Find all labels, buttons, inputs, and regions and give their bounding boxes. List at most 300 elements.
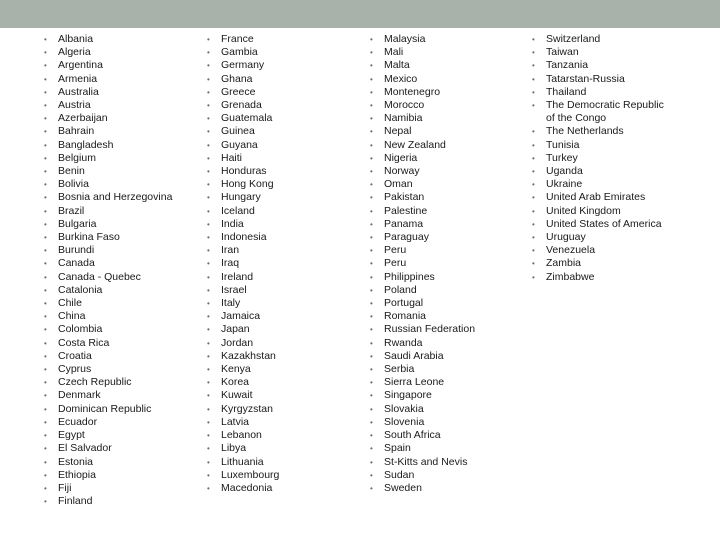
country-name: Sweden (384, 481, 422, 494)
list-item (44, 416, 194, 429)
country-name: Ukraine (546, 178, 583, 191)
country-name: Turkey (546, 151, 578, 164)
bullet-icon: • (532, 180, 535, 190)
country-name: Ethiopia (58, 468, 96, 481)
list-item (207, 218, 357, 231)
bullet-icon: • (370, 457, 373, 467)
country-name: Portugal (384, 297, 424, 310)
list-item (207, 429, 357, 442)
country-name: Zambia (546, 257, 582, 270)
bullet-icon: • (532, 272, 535, 282)
list-item (370, 46, 520, 59)
list-item (370, 99, 520, 112)
bullet-icon: • (370, 193, 373, 203)
list-item (44, 456, 194, 469)
bullet-icon: • (532, 246, 535, 256)
list-item (207, 165, 357, 178)
bullet-icon: • (370, 233, 373, 243)
list-item (44, 244, 194, 257)
bullet-icon: • (44, 312, 47, 322)
bullet-icon: • (370, 285, 373, 295)
list-item (532, 73, 672, 86)
country-name: Spain (384, 442, 411, 455)
country-name: Serbia (384, 363, 415, 376)
bullet-icon: • (44, 127, 47, 137)
country-list-column-2 (207, 33, 357, 495)
list-item (44, 323, 194, 336)
country-name: Slovenia (384, 415, 425, 428)
country-name: Estonia (58, 455, 94, 468)
list-item (370, 33, 520, 46)
bullet-icon: • (207, 259, 210, 269)
bullet-icon: • (370, 470, 373, 480)
bullet-icon: • (44, 140, 47, 150)
list-item (207, 152, 357, 165)
bullet-icon: • (370, 61, 373, 71)
country-name: Mexico (384, 72, 418, 85)
country-name: Kenya (221, 363, 251, 376)
country-name: Poland (384, 283, 417, 296)
list-item (207, 33, 357, 46)
list-item (44, 205, 194, 218)
country-name: France (221, 33, 254, 45)
country-name: Slovakia (384, 402, 424, 415)
bullet-icon: • (44, 457, 47, 467)
bullet-icon: • (532, 193, 535, 203)
country-name: Kuwait (221, 389, 253, 402)
country-name: Nepal (384, 125, 412, 138)
country-name: Panama (384, 217, 424, 230)
country-name: Tunisia (546, 138, 580, 151)
bullet-icon: • (44, 167, 47, 177)
country-name: Costa Rica (58, 336, 110, 349)
list-item (207, 310, 357, 323)
bullet-icon: • (370, 338, 373, 348)
country-name: Guinea (221, 125, 255, 138)
country-list-column-3 (370, 33, 520, 495)
bullet-icon: • (207, 378, 210, 388)
bullet-icon: • (370, 246, 373, 256)
country-name: Argentina (58, 59, 103, 72)
list-item (207, 363, 357, 376)
list-item (44, 99, 194, 112)
country-name: Saudi Arabia (384, 349, 444, 362)
list-item (44, 152, 194, 165)
list-item (44, 271, 194, 284)
bullet-icon: • (207, 299, 210, 309)
list-item (44, 125, 194, 138)
list-item (370, 482, 520, 495)
list-item (370, 403, 520, 416)
country-name: Kyrgyzstan (221, 402, 273, 415)
bullet-icon: • (370, 299, 373, 309)
country-name: Zimbabwe (546, 270, 595, 283)
bullet-icon: • (370, 417, 373, 427)
list-item (370, 389, 520, 402)
bullet-icon: • (370, 365, 373, 375)
bullet-icon: • (207, 417, 210, 427)
country-name: Benin (58, 165, 85, 178)
list-item (207, 376, 357, 389)
list-item (207, 231, 357, 244)
list-item (44, 482, 194, 495)
country-name: Morocco (384, 99, 425, 112)
country-name: Pakistan (384, 191, 425, 204)
bullet-icon: • (532, 167, 535, 177)
country-name: Namibia (384, 112, 423, 125)
list-item (532, 99, 672, 125)
bullet-icon: • (207, 285, 210, 295)
bullet-icon: • (207, 61, 210, 71)
bullet-icon: • (207, 193, 210, 203)
country-name: Ghana (221, 72, 253, 85)
list-item (207, 178, 357, 191)
bullet-icon: • (44, 470, 47, 480)
bullet-icon: • (370, 35, 373, 44)
list-item (370, 112, 520, 125)
list-item (207, 244, 357, 257)
bullet-icon: • (207, 483, 210, 493)
bullet-icon: • (532, 35, 535, 44)
bullet-icon: • (532, 140, 535, 150)
list-item (370, 178, 520, 191)
list-item (207, 337, 357, 350)
country-name: Bulgaria (58, 217, 97, 230)
bullet-icon: • (207, 365, 210, 375)
list-item (207, 257, 357, 270)
bullet-icon: • (370, 404, 373, 414)
country-name: Cyprus (58, 363, 92, 376)
country-name: South Africa (384, 429, 441, 442)
country-name: Azerbaijan (58, 112, 108, 125)
country-name: Canada - Quebec (58, 270, 141, 283)
bullet-icon: • (207, 140, 210, 150)
bullet-icon: • (44, 285, 47, 295)
list-item (44, 257, 194, 270)
list-item (370, 205, 520, 218)
bullet-icon: • (44, 206, 47, 216)
list-item (207, 469, 357, 482)
list-item (207, 389, 357, 402)
list-item (532, 125, 672, 138)
list-item (44, 429, 194, 442)
list-item (370, 323, 520, 336)
country-name: Bolivia (58, 178, 89, 191)
list-item (207, 350, 357, 363)
bullet-icon: • (532, 153, 535, 163)
bullet-icon: • (207, 351, 210, 361)
country-name: Fiji (58, 481, 72, 494)
bullet-icon: • (44, 180, 47, 190)
list-item (532, 231, 672, 244)
country-name: Grenada (221, 99, 262, 112)
bullet-icon: • (370, 444, 373, 454)
list-item (44, 86, 194, 99)
country-name: Burundi (58, 244, 95, 257)
list-item (44, 337, 194, 350)
bullet-icon: • (370, 351, 373, 361)
country-name: Greece (221, 85, 256, 98)
list-item (207, 403, 357, 416)
list-item (207, 99, 357, 112)
country-name: Jamaica (221, 310, 261, 323)
list-item (44, 218, 194, 231)
bullet-icon: • (44, 219, 47, 229)
country-name: Romania (384, 310, 427, 323)
list-item (44, 165, 194, 178)
bullet-icon: • (370, 219, 373, 229)
bullet-icon: • (370, 140, 373, 150)
bullet-icon: • (532, 61, 535, 71)
list-item (44, 231, 194, 244)
country-name: Dominican Republic (58, 402, 152, 415)
list-item (44, 469, 194, 482)
bullet-icon: • (207, 167, 210, 177)
bullet-icon: • (207, 470, 210, 480)
list-item (370, 350, 520, 363)
country-name: Colombia (58, 323, 103, 336)
country-name: Tanzania (546, 59, 589, 72)
bullet-icon: • (44, 259, 47, 269)
list-item (370, 284, 520, 297)
bullet-icon: • (207, 114, 210, 124)
bullet-icon: • (207, 404, 210, 414)
list-item (532, 244, 672, 257)
bullet-icon: • (44, 444, 47, 454)
bullet-icon: • (370, 114, 373, 124)
list-item (370, 416, 520, 429)
bullet-icon: • (44, 87, 47, 97)
bullet-icon: • (532, 74, 535, 84)
list-item (207, 139, 357, 152)
country-name: Bangladesh (58, 138, 114, 151)
country-name: Uruguay (546, 231, 586, 244)
list-item (370, 139, 520, 152)
list-item (207, 271, 357, 284)
bullet-icon: • (207, 233, 210, 243)
bullet-icon: • (207, 101, 210, 111)
bullet-icon: • (370, 378, 373, 388)
country-name: Oman (384, 178, 413, 191)
country-name: Gambia (221, 46, 258, 59)
bullet-icon: • (207, 391, 210, 401)
list-item (370, 191, 520, 204)
list-item (207, 284, 357, 297)
list-item (370, 257, 520, 270)
bullet-icon: • (44, 74, 47, 84)
country-name: Germany (221, 59, 265, 72)
list-item (44, 389, 194, 402)
list-item (207, 456, 357, 469)
list-item (532, 271, 672, 284)
list-item (207, 59, 357, 72)
bullet-icon: • (370, 325, 373, 335)
country-name: Venezuela (546, 244, 596, 257)
country-name: Malaysia (384, 33, 426, 45)
country-name: Brazil (58, 204, 85, 217)
country-name: Armenia (58, 72, 98, 85)
list-item (370, 271, 520, 284)
country-name: Belgium (58, 151, 96, 164)
country-name: Paraguay (384, 231, 429, 244)
list-item (44, 495, 194, 508)
country-name: Luxembourg (221, 468, 280, 481)
list-item (532, 257, 672, 270)
bullet-icon: • (44, 114, 47, 124)
bullet-icon: • (370, 48, 373, 58)
country-name: Ireland (221, 270, 254, 283)
bullet-icon: • (44, 378, 47, 388)
list-item (44, 178, 194, 191)
country-name: The Netherlands (546, 125, 624, 138)
country-name: New Zealand (384, 138, 446, 151)
list-item (207, 46, 357, 59)
list-item (44, 284, 194, 297)
list-item (207, 482, 357, 495)
bullet-icon: • (370, 431, 373, 441)
list-item (207, 112, 357, 125)
list-item (370, 442, 520, 455)
list-item (44, 442, 194, 455)
list-item (532, 205, 672, 218)
bullet-icon: • (44, 351, 47, 361)
country-name: Taiwan (546, 46, 579, 59)
bullet-icon: • (370, 391, 373, 401)
list-item (532, 165, 672, 178)
bullet-icon: • (207, 87, 210, 97)
bullet-icon: • (532, 87, 535, 97)
list-item (370, 86, 520, 99)
country-name: Chile (58, 297, 82, 310)
bullet-icon: • (207, 444, 210, 454)
title-bar (0, 0, 720, 28)
country-name: Lithuania (221, 455, 264, 468)
country-name: Rwanda (384, 336, 423, 349)
country-list-column-4 (532, 33, 672, 284)
bullet-icon: • (532, 101, 535, 111)
country-name: Sudan (384, 468, 415, 481)
bullet-icon: • (44, 365, 47, 375)
bullet-icon: • (207, 219, 210, 229)
country-name: Iraq (221, 257, 240, 270)
country-name: Japan (221, 323, 250, 336)
country-name: Lebanon (221, 429, 262, 442)
country-name: Albania (58, 33, 94, 45)
country-name: Palestine (384, 204, 428, 217)
bullet-icon: • (370, 101, 373, 111)
country-name: Philippines (384, 270, 435, 283)
list-item (370, 429, 520, 442)
list-item (207, 86, 357, 99)
country-name: Algeria (58, 46, 91, 59)
bullet-icon: • (44, 233, 47, 243)
bullet-icon: • (370, 74, 373, 84)
list-item (44, 363, 194, 376)
list-item (370, 165, 520, 178)
bullet-icon: • (370, 206, 373, 216)
bullet-icon: • (370, 272, 373, 282)
country-name: Catalonia (58, 283, 103, 296)
bullet-icon: • (44, 193, 47, 203)
bullet-icon: • (44, 483, 47, 493)
list-item (370, 469, 520, 482)
country-name: Uganda (546, 165, 583, 178)
list-item (44, 73, 194, 86)
list-item (532, 152, 672, 165)
bullet-icon: • (44, 153, 47, 163)
country-name: United Arab Emirates (546, 191, 646, 204)
country-name: Czech Republic (58, 376, 132, 389)
bullet-icon: • (532, 48, 535, 58)
country-name: St-Kitts and Nevis (384, 455, 468, 468)
list-item (207, 205, 357, 218)
bullet-icon: • (370, 127, 373, 137)
bullet-icon: • (207, 153, 210, 163)
bullet-icon: • (532, 219, 535, 229)
country-name: United Kingdom (546, 204, 621, 217)
bullet-icon: • (532, 259, 535, 269)
list-item (370, 125, 520, 138)
list-item (44, 139, 194, 152)
country-name: Honduras (221, 165, 267, 178)
bullet-icon: • (44, 61, 47, 71)
bullet-icon: • (207, 272, 210, 282)
bullet-icon: • (44, 391, 47, 401)
country-name: Kazakhstan (221, 349, 276, 362)
bullet-icon: • (532, 233, 535, 243)
country-name: Denmark (58, 389, 101, 402)
bullet-icon: • (207, 74, 210, 84)
bullet-icon: • (370, 259, 373, 269)
list-item (370, 376, 520, 389)
list-item (207, 442, 357, 455)
bullet-icon: • (370, 180, 373, 190)
list-item (44, 46, 194, 59)
country-name: Haiti (221, 151, 243, 164)
bullet-icon: • (44, 497, 47, 507)
country-name: Bosnia and Herzegovina (58, 191, 173, 204)
list-item (532, 46, 672, 59)
country-name: Italy (221, 297, 241, 310)
list-item (44, 403, 194, 416)
country-name: Hungary (221, 191, 261, 204)
country-name: Egypt (58, 429, 85, 442)
country-name: Singapore (384, 389, 432, 402)
country-name: Malta (384, 59, 410, 72)
list-item (44, 297, 194, 310)
country-name: Indonesia (221, 231, 267, 244)
list-item (207, 416, 357, 429)
list-item (370, 297, 520, 310)
country-name: Iceland (221, 204, 255, 217)
list-item (207, 125, 357, 138)
list-item (532, 33, 672, 46)
bullet-icon: • (207, 325, 210, 335)
country-name: Thailand (546, 85, 587, 98)
list-item (370, 244, 520, 257)
list-item (370, 59, 520, 72)
list-item (370, 152, 520, 165)
list-item (532, 86, 672, 99)
bullet-icon: • (44, 101, 47, 111)
country-name: United States of America (546, 217, 662, 230)
bullet-icon: • (44, 299, 47, 309)
country-name: Hong Kong (221, 178, 274, 191)
bullet-icon: • (207, 48, 210, 58)
bullet-icon: • (44, 48, 47, 58)
country-name: Croatia (58, 349, 92, 362)
list-item (370, 337, 520, 350)
